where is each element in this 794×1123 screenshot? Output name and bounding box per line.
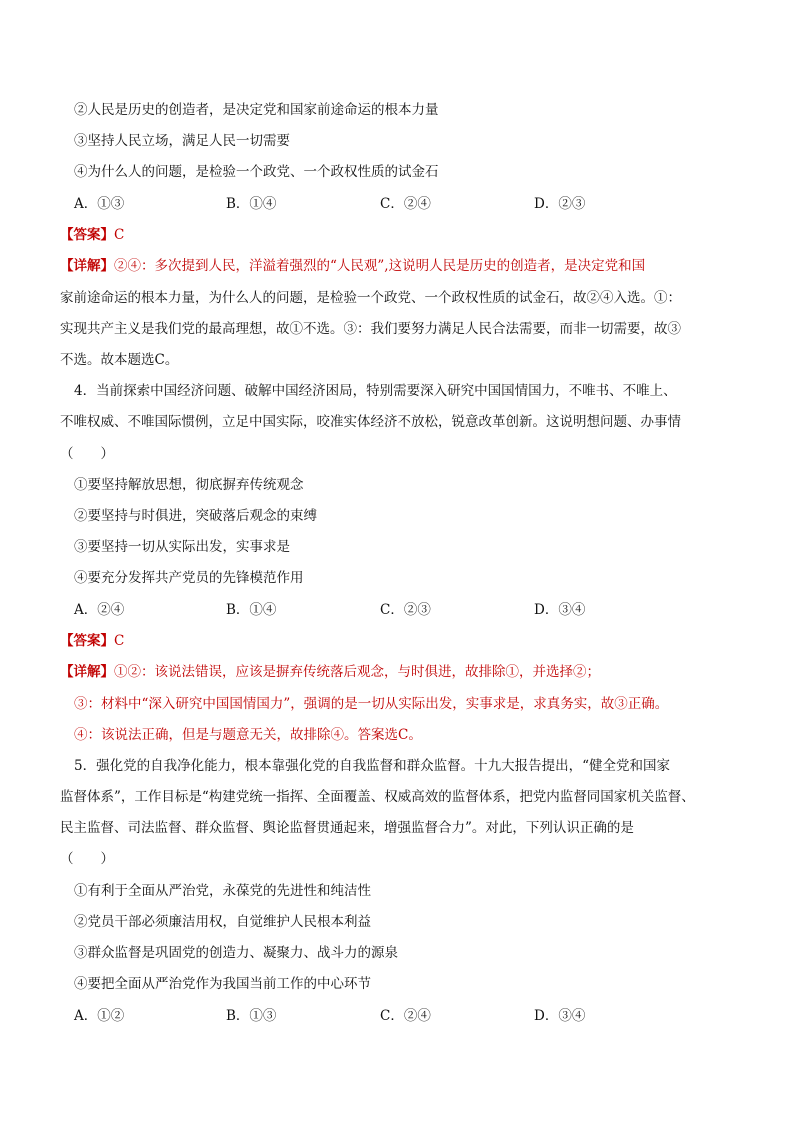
q5-item-1: ①有利于全面从严治党，永葆党的先进性和纯洁性 (74, 883, 371, 899)
q4-option-b: B．①④ (226, 602, 277, 618)
q4-item-3: ③要坚持一切从实际出发，实事求是 (74, 539, 290, 555)
q4-stem-line-1: 4．当前探索中国经济问题、破解中国经济困局，特别需要深入研究中国国情国力，不唯书、不唯上、 (74, 383, 677, 399)
q4-detail-line-1: 【详解】①②：该说法错误，应该是摒弃传统落后观念，与时俱进，故排除①，并选择②； (60, 664, 600, 680)
q4-item-4: ④要充分发挥共产党员的先锋模范作用 (74, 570, 304, 586)
q3-detail-line-1: 【详解】②④：多次提到人民，洋溢着强烈的“人民观”,这说明人民是历史的创造者，是决定党和国 (60, 258, 646, 274)
answer-value: C (114, 633, 125, 649)
q5-blank: （ ） (60, 851, 114, 867)
q4-item-1: ①要坚持解放思想，彻底摒弃传统观念 (74, 477, 304, 493)
q5-stem-line-2: 监督体系”，工作目标是“构建党统一指挥、全面覆盖、权威高效的监督体系，把党内监督同国家机关监督、 (60, 789, 695, 805)
q4-detail-line-2: ③：材料中“深入研究中国国情国力”，强调的是一切从实际出发，实事求是，求真务实，故③正确。 (74, 696, 669, 712)
answer-value: C (114, 227, 125, 243)
q5-option-d: D．③④ (534, 1008, 586, 1024)
q3-item-3: ③坚持人民立场，满足人民一切需要 (74, 133, 290, 149)
q5-stem-line-3: 民主监督、司法监督、群众监督、舆论监督贯通起来，增强监督合力”。对此，下列认识正确的是 (60, 820, 634, 836)
q4-stem-line-2: 不唯权威、不唯国际惯例，立足中国实际，咬准实体经济不放松，锐意改革创新。这说明想问题、办事情 (60, 414, 681, 430)
q3-item-2: ②人民是历史的创造者，是决定党和国家前途命运的根本力量 (74, 102, 439, 118)
q5-item-4: ④要把全面从严治党作为我国当前工作的中心环节 (74, 976, 371, 992)
q5-option-a: A．①② (74, 1008, 125, 1024)
q3-option-c: C．②④ (380, 196, 431, 212)
answer-label: 【答案】 (60, 227, 114, 243)
q3-item-4: ④为什么人的问题，是检验一个政党、一个政权性质的试金石 (74, 164, 439, 180)
q5-option-b: B．①③ (226, 1008, 277, 1024)
q3-detail-line-3: 实现共产主义是我们党的最高理想，故①不选。③：我们要努力满足人民合法需要，而非一切需要，故③ (60, 321, 681, 337)
q4-blank: （ ） (60, 446, 114, 462)
q4-item-2: ②要坚持与时俱进，突破落后观念的束缚 (74, 508, 317, 524)
q3-option-d: D．②③ (534, 196, 586, 212)
q3-detail-line-4: 不选。故本题选C。 (60, 352, 179, 368)
q3-detail-line-2: 家前途命运的根本力量，为什么人的问题，是检验一个政党、一个政权性质的试金石，故②④入选。①： (60, 290, 681, 306)
q3-answer (60, 225, 124, 245)
q3-option-b: B．①④ (226, 196, 277, 212)
q4-option-c: C．②③ (380, 602, 431, 618)
q5-item-2: ②党员干部必须廉洁用权，自觉维护人民根本利益 (74, 914, 371, 930)
detail-label: 【详解】 (60, 664, 114, 680)
q4-option-d: D．③④ (534, 602, 586, 618)
q4-option-a: A．②④ (74, 602, 125, 618)
detail-label: 【详解】 (60, 258, 114, 274)
q4-detail-line-3: ④：该说法正确，但是与题意无关，故排除④。答案选C。 (74, 727, 422, 743)
q5-item-3: ③群众监督是巩固党的创造力、凝聚力、战斗力的源泉 (74, 945, 398, 961)
q5-option-c: C．②④ (380, 1008, 431, 1024)
q4-answer (60, 631, 124, 651)
answer-label: 【答案】 (60, 633, 114, 649)
q5-stem-line-1: 5．强化党的自我净化能力，根本靠强化党的自我监督和群众监督。十九大报告提出，“健全党和国家 (74, 758, 670, 774)
q3-option-a: A．①③ (74, 196, 125, 212)
